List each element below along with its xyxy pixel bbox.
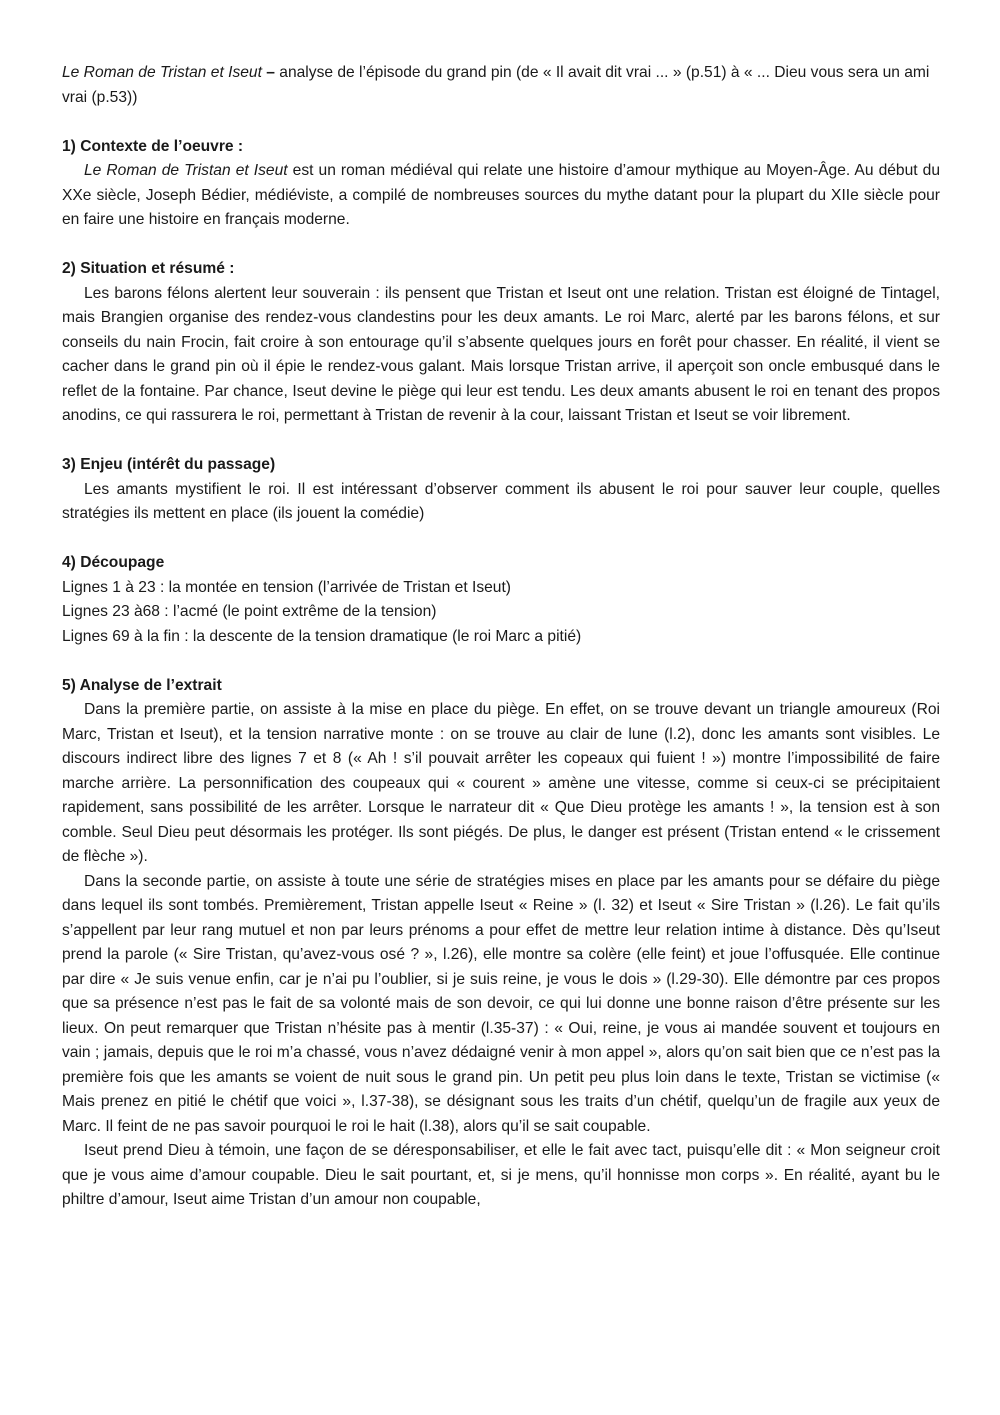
paragraph-text: est un roman médiéval qui relate une histoire d’amour mythique au Moyen-Âge. Au début du XXe siècle, Joseph Bédier, médiéviste, a compilé de nombreuses sources du mythe datant pour la plupart du XIIe siècle pour en faire une histoire en français moderne.	[62, 162, 941, 228]
document-title	[62, 61, 940, 110]
paragraph: Dans la première partie, on assiste à la mise en place du piège. En effet, on se trouve devant un triangle amoureux (Roi Marc, Tristan et Iseut), et la tension narrative monte : on se trouve au clair de lune (l.2), donc les amants sont visibles. Le discours indirect libre des lignes 7 et 8 (« Ah ! s’il pouvait arrêter les copeaux qui fuient ! ») montre l’impossibilité de faire marche arrière. La personnification des coupeaux qui « courent » amène une vitesse, comme si ceux-ci se précipitaient rapidement, sans possibilité de les arrêter. Lorsque le narrateur dit « Que Dieu protège les amants ! », la tension est à son comble. Seul Dieu peut désormais les protéger. Ils sont piégés. De plus, le danger est présent (Tristan entend « le crissement de flèche »).	[62, 701, 940, 865]
title-description: analyse de l’épisode du grand pin (de « Il avait dit vrai ... » (p.51) à « ... Dieu vous sera un ami vrai (p.53))	[62, 64, 930, 106]
structure-line: Lignes 1 à 23 : la montée en tension (l’arrivée de Tristan et Iseut)	[62, 578, 512, 596]
section-stakes	[62, 453, 940, 527]
paragraph	[62, 159, 940, 233]
structure-line: Lignes 23 à68 : l’acmé (le point extrême de la tension)	[62, 603, 437, 620]
section-heading: 5) Analyse de l’extrait	[62, 676, 222, 694]
section-structure	[62, 551, 940, 649]
structure-line: Lignes 69 à la fin : la descente de la tension dramatique (le roi Marc a pitié)	[62, 627, 582, 645]
title-dash: –	[261, 64, 275, 81]
section-context	[62, 135, 940, 233]
section-heading: 2) Situation et résumé :	[62, 260, 235, 277]
section-heading: 4) Découpage	[62, 554, 165, 571]
paragraph: Iseut prend Dieu à témoin, une façon de se déresponsabiliser, et elle le fait avec tact, puisqu’elle dit : « Mon seigneur croit que je vous aime d’amour coupable. Dieu le sait pourtant, et, si je mens, qu’il honnisse mon corps ». En réalité, ayant bu le philtre d’amour, Iseut aime Tristan d’un amour non coupable,	[62, 1142, 940, 1208]
work-title: Le Roman de Tristan et Iseut	[84, 162, 288, 179]
section-heading: 1) Contexte de l’oeuvre :	[62, 137, 244, 155]
paragraph: Les amants mystifient le roi. Il est intéressant d’observer comment ils abusent le roi pour sauver leur couple, quelles stratégies ils mettent en place (ils jouent la comédie)	[62, 480, 940, 522]
paragraph: Les barons félons alertent leur souverain : ils pensent que Tristan et Iseut ont une relation. Tristan est éloigné de Tintagel, mais Brangien organise des rendez-vous clandestins pour les deux amants. Le roi Marc, alerté par les barons félons, et sur conseils du nain Frocin, fait croire à son entourage qu’il s’absente quelques jours en forêt pour chasser. En réalité, il vient se cacher dans le grand pin où il épie le rendez-vous galant. Mais lorsque Tristan arrive, il aperçoit son oncle embusqué dans le reflet de la fontaine. Par chance, Iseut devine le piège qui leur est tendu. Les deux amants abusent le roi en tenant des propos anodins, ce qui rassurera le roi, permettant à Tristan de revenir à la cour, laissant Tristan et Iseut se voir librement.	[62, 284, 940, 424]
section-analysis	[62, 674, 940, 1213]
section-summary	[62, 257, 940, 429]
paragraph: Dans la seconde partie, on assiste à toute une série de stratégies mises en place par les amants pour se défaire du piège dans lequel ils sont tombés. Premièrement, Tristan appelle Iseut « Reine » (l. 32) et Iseut « Sire Tristan » (l.26). Le fait qu’ils s’appellent par leur rang mutuel et non par leurs prénoms a pour effet de mettre leur relation intime à distance. Dès qu’Iseut prend la parole (« Sire Tristan, qu’avez-vous osé ? », l.26), elle montre sa colère (elle feint) et joue l’offusquée. Elle continue par dire « Je suis venue enfin, car je n’ai pu l’oublier, si je suis reine, je vous le dois » (l.29-30). Elle démontre par ces propos que sa présence n’est pas le fait de sa volonté mais de son devoir, ce qui lui donne une bonne raison d’être présente sur les lieux. On peut remarquer que Tristan n’hésite pas à mentir (l.35-37) : « Oui, reine, je vous ai mandée souvent et toujours en vain ; jamais, depuis que le roi m’a chassé, vous n’avez dédaigné venir à mon appel », alors qu’on sait bien que ce n’est pas la première fois que les amants se voient de nuit sous le grand pin. Un petit peu plus loin dans le texte, Tristan se victimise (« Mais prenez en pitié le chétif que voici », l.37-38), se désignant sous les traits d’un chétif, quelqu’un de fragile aux yeux de Marc. Il feint de ne pas savoir pourquoi le roi le hait (l.38), alors qu’il se sait coupable.	[62, 872, 940, 1135]
section-heading: 3) Enjeu (intérêt du passage)	[62, 456, 276, 473]
work-title: Le Roman de Tristan et Iseut	[62, 64, 262, 81]
